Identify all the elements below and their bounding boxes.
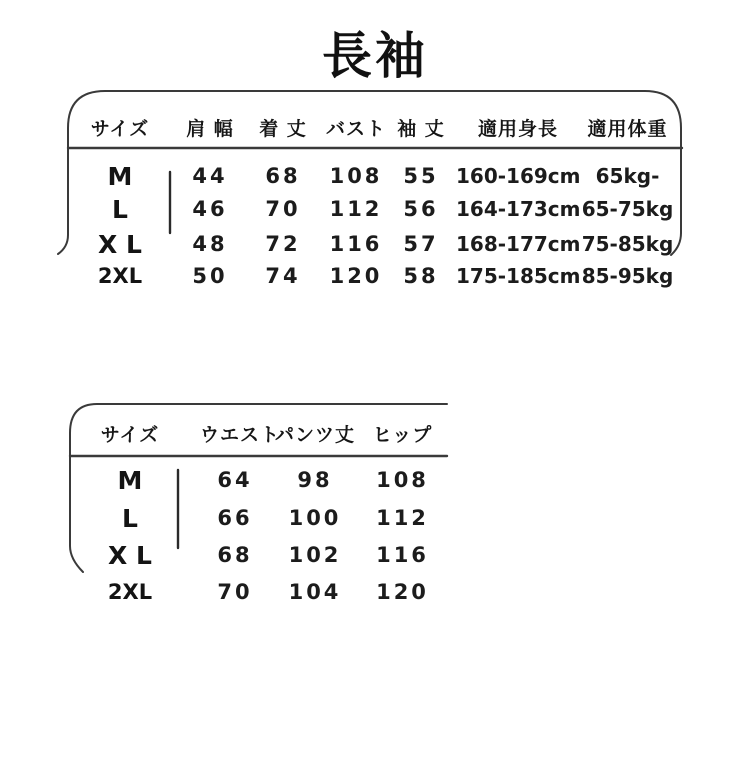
- cell-height: 168-177cm: [456, 232, 581, 256]
- cell-bust: 112: [329, 197, 383, 221]
- table-row-l: [60, 194, 695, 224]
- cell-weight: 85-95kg: [581, 264, 674, 288]
- cell-waist: 64: [217, 468, 253, 492]
- size-label: M: [117, 465, 143, 495]
- cell-weight: 65-75kg: [581, 197, 674, 221]
- cell-bust: 120: [329, 264, 383, 288]
- top-garment-size-table: [50, 85, 700, 300]
- cell-hip: 120: [376, 580, 429, 604]
- cell-shoulder: 44: [192, 164, 228, 188]
- table-row-l: [60, 503, 450, 533]
- size-label: M: [107, 161, 133, 191]
- size-label: 2XL: [107, 580, 153, 604]
- table-row-m: [60, 465, 450, 495]
- cell-weight: 75-85kg: [581, 232, 674, 256]
- cell-bust: 116: [329, 232, 383, 256]
- cell-height: 175-185cm: [456, 264, 581, 288]
- size-label: X L: [108, 540, 152, 570]
- table-row-xl: [60, 229, 695, 259]
- cell-waist: 68: [217, 543, 253, 567]
- cell-sleeve: 56: [403, 197, 439, 221]
- pants-size-table: [50, 400, 470, 615]
- header-cell-length: 着 丈: [259, 117, 307, 140]
- cell-shoulder: 48: [192, 232, 228, 256]
- size-label: X L: [98, 229, 142, 259]
- cell-pants-length: 102: [288, 543, 342, 567]
- cell-pants-length: 100: [288, 506, 342, 530]
- cell-pants-length: 98: [297, 468, 333, 492]
- table-row-xl: [60, 540, 450, 570]
- cell-shoulder: 50: [192, 264, 228, 288]
- cell-height: 160-169cm: [456, 164, 581, 188]
- cell-length: 70: [265, 197, 301, 221]
- header-cell-size: サイズ: [90, 117, 150, 140]
- cell-shoulder: 46: [192, 197, 228, 221]
- cell-pants-length: 104: [288, 580, 342, 604]
- cell-sleeve: 55: [403, 164, 439, 188]
- size-label: L: [112, 194, 128, 224]
- header-cell-height: 適用身長: [477, 117, 558, 140]
- table-row-2xl: [60, 261, 695, 291]
- table-row-m: [60, 161, 695, 191]
- cell-height: 164-173cm: [456, 197, 581, 221]
- cell-length: 74: [265, 264, 301, 288]
- cell-hip: 116: [376, 543, 429, 567]
- cell-waist: 66: [217, 506, 253, 530]
- cell-bust: 108: [329, 164, 383, 188]
- cell-length: 72: [265, 232, 301, 256]
- cell-waist: 70: [217, 580, 253, 604]
- cell-hip: 108: [376, 468, 429, 492]
- header-cell-weight: 適用体重: [587, 117, 668, 140]
- page-title: 長袖: [322, 27, 428, 85]
- header-cell-waist: ウエスト: [200, 423, 281, 446]
- cell-length: 68: [265, 164, 301, 188]
- cell-sleeve: 58: [403, 264, 439, 288]
- size-label: L: [122, 503, 138, 533]
- cell-weight: 65kg-: [595, 164, 660, 188]
- table-header-row: [60, 418, 450, 448]
- table-header-row: [60, 112, 695, 142]
- cell-sleeve: 57: [403, 232, 439, 256]
- header-cell-hip: ヒップ: [372, 423, 433, 446]
- header-cell-bust: バスト: [326, 117, 387, 140]
- header-cell-sleeve: 袖 丈: [397, 117, 445, 140]
- table-row-2xl: [60, 577, 450, 607]
- cell-hip: 112: [376, 506, 429, 530]
- header-cell-size: サイズ: [100, 423, 160, 446]
- header-cell-shoulder: 肩 幅: [186, 117, 234, 140]
- size-label: 2XL: [97, 264, 143, 288]
- header-cell-pants-length: パンツ丈: [274, 423, 355, 446]
